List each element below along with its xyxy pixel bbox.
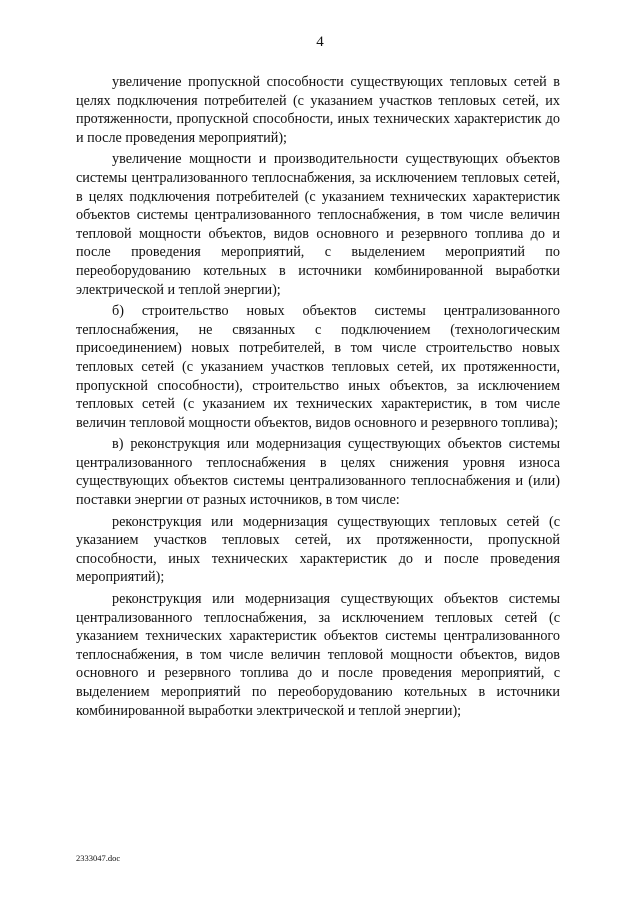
paragraph-reconstruction: в) реконструкция или модернизация существующих объектов системы централизованного теплоснабжения в целях снижения уровня износа существующих объектов системы централизованного теплоснабжения и (или) поставки энергии от разных источников, в том числе:: [76, 436, 560, 509]
document-body: [76, 73, 560, 723]
paragraph-capacity-increase: увеличение мощности и производительности существующих объектов системы централизованного теплоснабжения, за исключением тепловых сетей, в целях подключения потребителей (с указанием технических характеристик объектов системы централизованного теплоснабжения, в том числе величин тепловой мощности объектов, видов основного и резервного топлива до и после проведения мероприятий, с выделением мероприятий по переоборудованию котельных в источники комбинированной выработки электрической и теплой энергии);: [76, 151, 560, 298]
paragraph-object-reconstruction: реконструкция или модернизация существующих объектов системы централизованного теплоснабжения, за исключением тепловых сетей (с указанием технических характеристик объектов системы централизованного теплоснабжения, в том числе величин тепловой мощности объектов, видов основного и резервного топлива до и после проведения мероприятий, с выделением мероприятий по переоборудованию котельных в источники комбинированной выработки электрической и теплой энергии);: [76, 591, 560, 719]
document-filename: 2333047.doc: [76, 853, 121, 863]
paragraph-throughput-increase: увеличение пропускной способности существующих тепловых сетей в целях подключения потребителей (с указанием участков тепловых сетей, их протяженности, пропускной способности, иных технических характеристик до и после проведения мероприятий);: [76, 74, 560, 146]
paragraph-network-reconstruction: реконструкция или модернизация существующих тепловых сетей (с указанием участков тепловых сетей, их протяженности, пропускной способности, иных технических характеристик до и после проведения мероприятий);: [76, 513, 560, 586]
page-number: 4: [316, 34, 324, 50]
paragraph-new-construction: б) строительство новых объектов системы централизованного теплоснабжения, не связанных с подключением (технологическим присоединением) новых потребителей, в том числе строительство новых тепловых сетей (с указанием участков тепловых сетей, их протяженности, пропускной способности), строительство иных объектов, за исключением тепловых сетей (с указанием их технических характеристик, в том числе величин тепловой мощности объектов, видов основного и резервного топлива);: [76, 303, 560, 431]
